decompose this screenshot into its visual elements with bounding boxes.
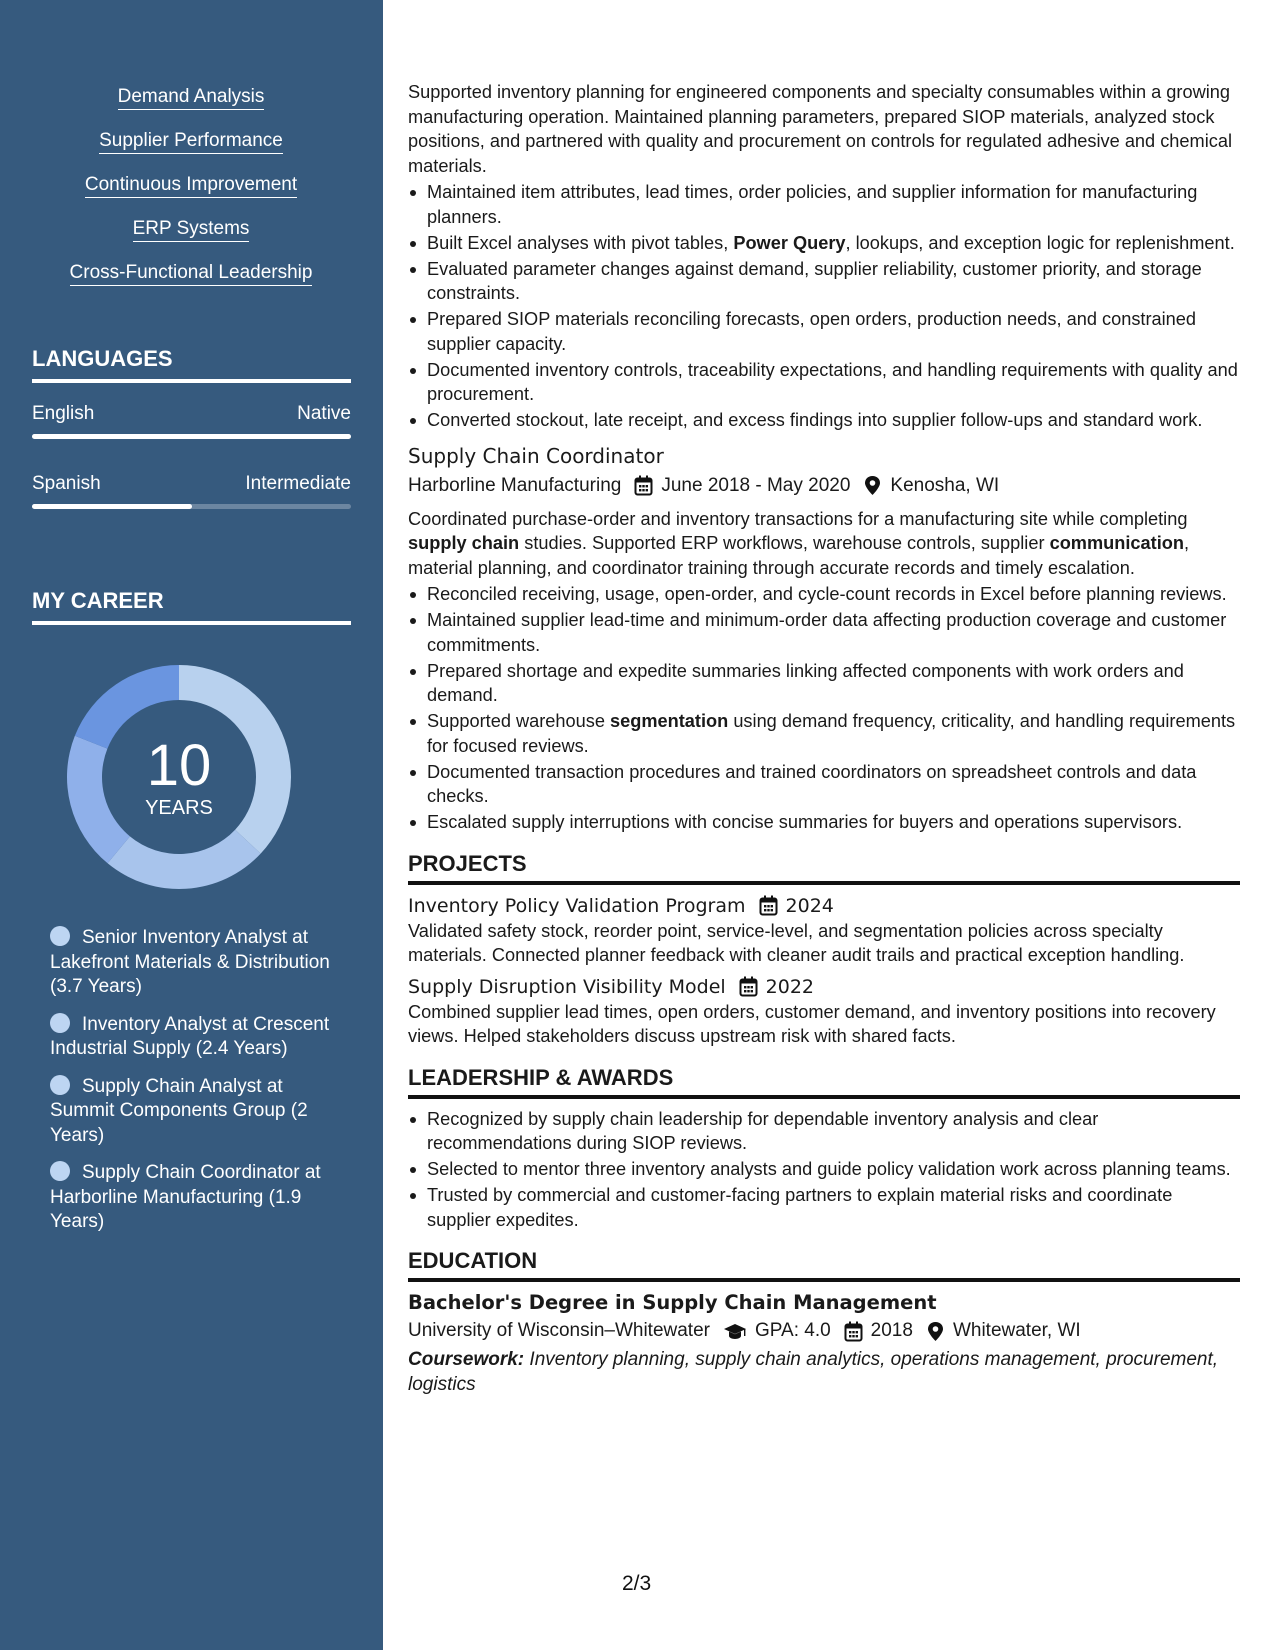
page-number: 2/3 — [622, 1572, 652, 1595]
language-name: English — [32, 403, 95, 424]
calendar-icon — [759, 895, 778, 916]
bullet-item: Documented transaction procedures and trained coordinators on spreadsheet controls and data checks. — [408, 760, 1240, 809]
project-title — [408, 974, 1240, 1000]
calendar-icon — [844, 1321, 863, 1342]
education-meta — [408, 1318, 1240, 1344]
experience-entry — [408, 80, 1240, 433]
degree-title: Bachelor's Degree in Supply Chain Management — [408, 1291, 937, 1314]
coursework — [408, 1348, 1240, 1397]
section-heading: EDUCATION — [408, 1248, 1240, 1282]
bullet-item: Selected to mentor three inventory analysts and guide policy validation work across planning teams. — [408, 1157, 1240, 1182]
skill-item: Supplier Performance — [99, 130, 283, 154]
career-heading: MY CAREER — [32, 588, 351, 625]
language-name: Spanish — [32, 473, 101, 494]
bullet-item: Built Excel analyses with pivot tables, Power Query, lookups, and exception logic for replenishment. — [408, 231, 1240, 256]
legend-dot — [50, 1013, 70, 1033]
career-item — [50, 1013, 330, 1062]
bullet-item: Supported warehouse segmentation using demand frequency, criticality, and handling requirements for focused reviews. — [408, 709, 1240, 758]
career-item-text: Inventory Analyst at Crescent Industrial Supply (2.4 Years) — [50, 1013, 330, 1059]
main-content — [408, 80, 1240, 1397]
language-level: Intermediate — [245, 473, 351, 494]
graduation-cap-icon — [723, 1321, 747, 1342]
school-name: University of Wisconsin–Whitewater — [408, 1320, 710, 1341]
project-title — [408, 893, 1240, 919]
project-description: Combined supplier lead times, open orders, customer demand, and inventory positions into recovery views. Helped stakeholders discuss upstream risk with shared facts. — [408, 1001, 1216, 1046]
languages-heading: LANGUAGES — [32, 346, 351, 383]
bullet-item: Recognized by supply chain leadership for dependable inventory analysis and clear recommendations during SIOP reviews. — [408, 1107, 1240, 1156]
career-item-text: Senior Inventory Analyst at Lakefront Materials & Distribution (3.7 Years) — [50, 927, 330, 997]
language-proficiency-fill — [32, 504, 192, 509]
career-item-text: Supply Chain Coordinator at Harborline Manufacturing (1.9 Years) — [50, 1162, 321, 1232]
language-row — [32, 473, 351, 495]
language-proficiency-bar — [32, 434, 351, 439]
job-bullets — [408, 582, 1240, 835]
project-name: Supply Disruption Visibility Model — [408, 975, 726, 998]
experience-entry — [408, 443, 1240, 835]
bullet-item: Escalated supply interruptions with concise summaries for buyers and operations supervisors. — [408, 810, 1240, 835]
legend-dot — [50, 1161, 70, 1181]
bullet-item: Prepared shortage and expedite summaries linking affected components with work orders and demand. — [408, 659, 1240, 708]
bullet-item: Prepared SIOP materials reconciling forecasts, open orders, production needs, and constrained supplier capacity. — [408, 307, 1240, 356]
job-location: Kenosha, WI — [890, 474, 1000, 496]
career-item — [50, 1075, 330, 1149]
legend-dot — [50, 1075, 70, 1095]
job-dates: June 2018 - May 2020 — [661, 474, 851, 496]
bullet-item: Documented inventory controls, traceability expectations, and handling requirements with quality and procurement. — [408, 358, 1240, 407]
location-pin-icon — [863, 475, 882, 496]
section-heading: PROJECTS — [408, 851, 1240, 885]
graduation-year: 2018 — [870, 1320, 913, 1341]
job-meta — [408, 473, 1240, 499]
bullet-item: Converted stockout, late receipt, and excess findings into supplier follow-ups and standard work. — [408, 408, 1240, 433]
school-location: Whitewater, WI — [952, 1320, 1081, 1341]
skill-item: Continuous Improvement — [85, 174, 297, 198]
skill-item: Cross-Functional Leadership — [70, 262, 313, 286]
career-item — [50, 926, 330, 1000]
career-list — [50, 926, 330, 1248]
leadership-list — [408, 1107, 1240, 1233]
job-summary: Coordinated purchase-order and inventory transactions for a manufacturing site while completing supply chain studies. Supported ERP workflows, warehouse controls, supplier communication, material planning, and coordinator training through accurate records and timely escalation. — [408, 508, 1190, 578]
language-row — [32, 403, 351, 425]
career-total-value: 10 — [146, 733, 212, 798]
calendar-icon — [739, 976, 758, 997]
donut-segment — [108, 830, 261, 889]
job-bullets — [408, 180, 1240, 433]
calendar-icon — [634, 475, 653, 496]
language-level: Native — [297, 403, 351, 424]
leadership-section — [408, 1065, 1240, 1233]
career-item — [50, 1161, 330, 1235]
skills-list — [32, 86, 350, 306]
project-year: 2022 — [765, 975, 815, 998]
job-summary: Supported inventory planning for engineered components and specialty consumables within a growing manufacturing operation. Maintained planning parameters, prepared SIOP materials, analyzed stock positions, and partnered with quality and procurement on controls for regulated adhesive and chemical materials. — [408, 82, 1232, 176]
coursework-text: Inventory planning, supply chain analytics, operations management, procurement, logistics — [408, 1349, 1219, 1395]
bullet-item: Trusted by commercial and customer-facing partners to explain material risks and coordinate supplier expedites. — [408, 1183, 1240, 1232]
education-section — [408, 1248, 1240, 1397]
bullet-item: Evaluated parameter changes against demand, supplier reliability, customer priority, and storage constraints. — [408, 257, 1240, 306]
career-item-text: Supply Chain Analyst at Summit Components Group (2 Years) — [50, 1075, 308, 1146]
career-total-unit: YEARS — [145, 797, 213, 819]
sidebar — [0, 0, 383, 1650]
coursework-label: Coursework: — [408, 1349, 525, 1370]
legend-dot — [50, 926, 70, 946]
bullet-item: Maintained supplier lead-time and minimum-order data affecting production coverage and customer commitments. — [408, 608, 1240, 657]
language-proficiency-bar — [32, 504, 351, 509]
section-heading: LEADERSHIP & AWARDS — [408, 1065, 1240, 1099]
location-pin-icon — [926, 1321, 945, 1342]
skill-item: Demand Analysis — [118, 86, 265, 110]
job-title: Supply Chain Coordinator — [408, 443, 664, 468]
project-name: Inventory Policy Validation Program — [408, 894, 746, 917]
project-description: Validated safety stock, reorder point, service-level, and segmentation policies across specialty materials. Connected planner feedback with cleaner audit trails and practical exception handling. — [408, 920, 1185, 965]
skill-item: ERP Systems — [133, 218, 250, 242]
bullet-item: Maintained item attributes, lead times, order policies, and supplier information for manufacturing planners. — [408, 180, 1240, 229]
company-name: Harborline Manufacturing — [408, 474, 622, 496]
project-year: 2024 — [785, 894, 834, 917]
language-proficiency-fill — [32, 434, 351, 439]
career-total — [66, 735, 292, 819]
bullet-item: Reconciled receiving, usage, open-order, and cycle-count records in Excel before planning reviews. — [408, 582, 1240, 607]
gpa: GPA: 4.0 — [754, 1320, 831, 1341]
projects-section — [408, 851, 1240, 1049]
